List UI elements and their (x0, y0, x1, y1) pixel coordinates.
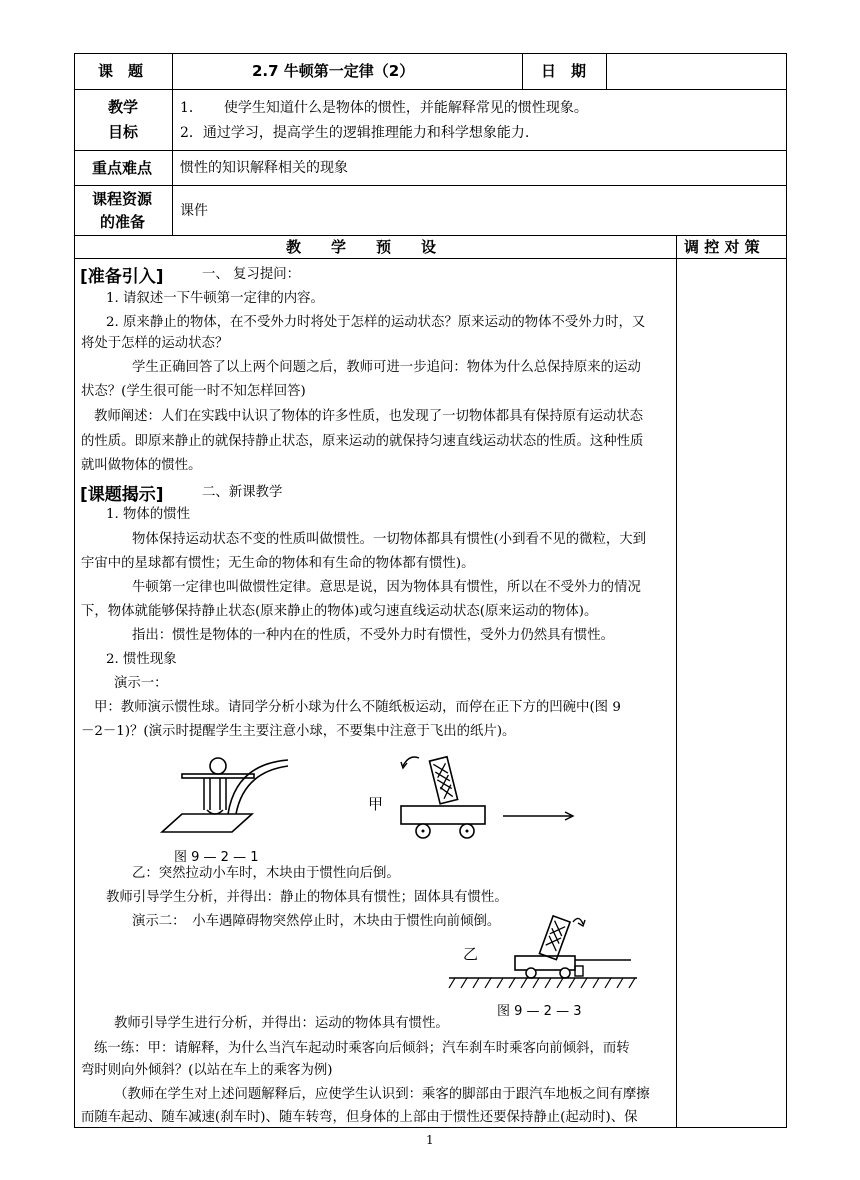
paragraph: 的性质。即原来静止的就保持静止状态，原来运动的就保持匀速直线运动状态的性质。这种性质 (81, 434, 644, 449)
section-title: [准备引入] (80, 267, 164, 287)
paragraph: 就叫做物体的惯性。 (81, 458, 202, 473)
paragraph: 乙：突然拉动小车时，木块由于惯性向后倒。 (132, 866, 400, 881)
section-subtitle: 一、 复习提问： (202, 267, 300, 282)
resource-label: 的准备 (100, 213, 146, 231)
figure-caption: 图 9 — 2 — 1 (174, 850, 259, 865)
paragraph: 状态？(学生很可能一时不知怎样回答) (81, 384, 306, 399)
paragraph: 将处于怎样的运动状态？ (81, 336, 229, 351)
key-value: 惯性的知识解释相关的现象 (180, 160, 348, 176)
paragraph: 指出：惯性是物体的一种内在的性质，不受外力时有惯性，受外力仍然具有惯性。 (132, 628, 615, 643)
paragraph: 学生正确回答了以上两个问题之后，教师可进一步追问：物体为什么总保持原来的运动 (132, 360, 641, 375)
subheading: 2. 惯性现象 (106, 652, 177, 667)
col-divider (606, 53, 607, 89)
topic-label: 课 题 (98, 62, 144, 80)
goal-label: 目标 (108, 123, 139, 141)
section-subtitle: 二、新课教学 (202, 485, 283, 500)
paragraph: 2. 原来静止的物体，在不受外力时将处于怎样的运动状态？原来运动的物体不受外力时，又 (106, 315, 646, 330)
row-divider (74, 235, 787, 236)
subheading: 1. 物体的惯性 (106, 507, 190, 522)
col-divider (522, 53, 523, 89)
goal-item: 2．通过学习，提高学生的逻辑推理能力和科学想象能力. (180, 125, 530, 141)
row-divider (74, 89, 787, 90)
paragraph: 弯时则向外倾斜？(以站在车上的乘客为例) (81, 1063, 333, 1078)
row-divider (74, 150, 787, 151)
paragraph: 教师阐述：人们在实践中认识了物体的许多性质，也发现了一切物体都具有保持原有运动状态 (94, 409, 644, 424)
topic-value: 2.7 牛顿第一定律（2） (252, 62, 415, 80)
plan-header: 教 学 预 设 (286, 238, 437, 256)
cart-pulled-figure (395, 752, 585, 842)
paragraph: 牛顿第一定律也叫做惯性定律。意思是说，因为物体具有惯性，所以在不受外力的情况 (132, 580, 641, 595)
paragraph: 下，物体就能够保持静止状态(原来静止的物体)或匀速直线运动状态(原来运动的物体)。 (81, 604, 598, 619)
paragraph: 1. 请叙述一下牛顿第一定律的内容。 (106, 291, 324, 306)
inertia-ball-figure (158, 752, 308, 842)
paragraph: 教师引导学生进行分析，并得出：运动的物体具有惯性。 (114, 1016, 449, 1031)
page-number: 1 (426, 1133, 434, 1147)
row-divider (74, 258, 787, 259)
table-border-top (74, 53, 787, 54)
resource-value: 课件 (180, 203, 208, 219)
figure-label: 甲 (368, 795, 384, 813)
date-label: 日 期 (541, 62, 587, 80)
col-divider (172, 53, 173, 235)
table-border-bottom (74, 1127, 787, 1128)
paragraph: （教师在学生对上述问题解释后，应使学生认识到：乘客的脚部由于跟汽车地板之间有摩擦 (114, 1087, 650, 1102)
cart-stopped-figure (445, 910, 645, 1000)
paragraph: 教师引导学生分析，并得出：静止的物体具有惯性；固体具有惯性。 (106, 890, 508, 905)
key-label: 重点难点 (92, 159, 153, 177)
paragraph: 练一练：甲：请解释，为什么当汽车起动时乘客向后倾斜；汽车刹车时乘客向前倾斜，而转 (94, 1041, 630, 1056)
paragraph: 而随车起动、随车减速(刹车时)、随车转弯，但身体的上部由于惯性还要保持静止(起动时)、保 (81, 1110, 638, 1125)
section-title: [课题揭示] (80, 485, 164, 505)
paragraph: 演示一： (114, 676, 168, 691)
paragraph: 演示二： 小车遇障碍物突然停止时，木块由于惯性向前倾倒。 (132, 914, 501, 929)
figure-label: 乙 (463, 945, 479, 963)
goal-item: 1． 使学生知道什么是物体的惯性，并能解释常见的惯性现象。 (180, 100, 588, 116)
paragraph: －2－1)？(演示时提醒学生主要注意小球，不要集中注意于飞出的纸片)。 (81, 724, 516, 739)
paragraph: 物体保持运动状态不变的性质叫做惯性。一切物体都具有惯性(小到看不见的微粒，大到 (132, 532, 647, 547)
row-divider (74, 185, 787, 186)
paragraph: 甲：教师演示惯性球。请同学分析小球为什么不随纸板运动，而停在正下方的凹碗中(图 9 (94, 700, 621, 715)
table-border-right (786, 53, 787, 1128)
col-divider (676, 235, 677, 1127)
resource-label: 课程资源 (92, 190, 153, 208)
table-border-left (74, 53, 75, 1128)
goal-label: 教学 (108, 98, 139, 116)
control-header: 调 控 对 策 (684, 238, 760, 256)
figure-caption: 图 9 — 2 — 3 (497, 1004, 582, 1019)
paragraph: 宇宙中的星球都有惯性；无生命的物体和有生命的物体都有惯性)。 (81, 556, 475, 571)
